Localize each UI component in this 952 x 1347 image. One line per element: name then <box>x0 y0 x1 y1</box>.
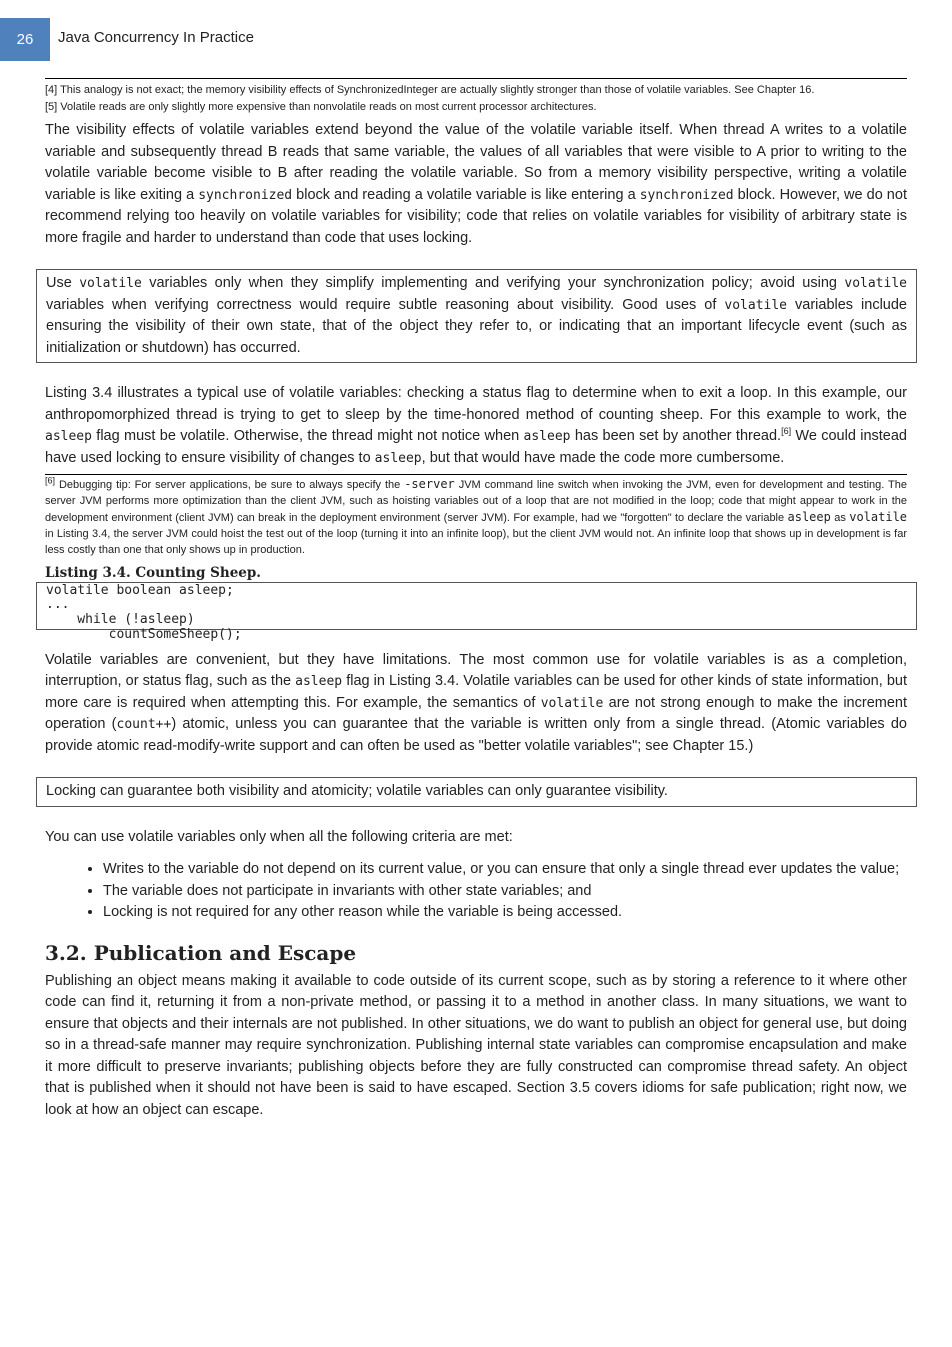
listing-title: Listing 3.4. Counting Sheep. <box>45 564 262 581</box>
criteria-intro: You can use volatile variables only when all the following criteria are met: <box>45 828 513 845</box>
list-item: • Writes to the variable do not depend on its current value, or you can ensure that only a single thread ever updates the value; <box>103 859 907 881</box>
callout-volatile-usage: Use volatile variables only when they simplify implementing and verifying your synchronization policy; avoid using volatile variables when verifying correctness would require subtle reasoning about visibility. Good uses of volatile variables include ensuring the visibility of their own state, that of the object they refer to, or indicating that an important lifecycle event (such as initialization or shutdown) has occurred. <box>36 269 917 363</box>
footnote-ref-6: [6] <box>781 426 792 437</box>
paragraph-limitations: Volatile variables are convenient, but they have limitations. The most common use for volatile variables is as a completion, interruption, or status flag, such as the asleep flag in Listing 3.4. Volatile variables can be used for other kinds of state information, but more care is required when attempting this. For example, the semantics of volatile are not strong enough to make the increment operation (count++) atomic, unless you can guarantee that the variable is written only from a single thread. (Atomic variables do provide atomic read-modify-write support and can often be used as "better volatile variables"; see Chapter 15.) <box>45 651 908 754</box>
section-heading: 3.2. Publication and Escape <box>45 940 357 965</box>
page-content <box>45 78 907 1121</box>
footnote-4: [4] This analogy is not exact; the memory visibility effects of SynchronizedInteger are actually slightly stronger than those of volatile variables. See Chapter 16. <box>45 84 815 96</box>
footnote-5: [5] Volatile reads are only slightly more expensive than nonvolatile reads on most current processor architectures. <box>45 101 597 113</box>
book-title: Java Concurrency In Practice <box>58 29 254 46</box>
callout-locking: Locking can guarantee both visibility and atomicity; volatile variables can only guarantee visibility. <box>36 777 917 807</box>
paragraph-listing-intro: Listing 3.4 illustrates a typical use of volatile variables: checking a status flag to determine when to exit a loop. In this example, our anthropomorphized thread is trying to get to sleep by the time-honored method of counting sheep. For this example to work, the asleep flag must be volatile. Otherwise, the thread might not notice when asleep has been set by another thread.[6] We could instead have used locking to ensure visibility of changes to asleep, but that would have made the code more cumbersome. <box>45 385 907 466</box>
paragraph-visibility-effects: The visibility effects of volatile variables extend beyond the value of the volatile variable itself. When thread A writes to a volatile variable and subsequently thread B reads that same variable, the values of all variables that were visible to A prior to writing to the volatile variable become visible to B after reading the volatile variable. So from a memory visibility perspective, writing a volatile variable is like exiting a synchronized block and reading a volatile variable is like entering a synchronized block. However, we do not recommend relying too heavily on volatile variables for visibility; code that relies on volatile variables for visibility of arbitrary state is more fragile and harder to understand than code that uses locking. <box>45 122 907 246</box>
list-item: • Locking is not required for any other reason while the variable is being accessed. <box>103 902 907 924</box>
list-item: • The variable does not participate in invariants with other state variables; and <box>103 881 907 903</box>
page-header <box>0 18 952 61</box>
code-listing: volatile boolean asleep; ... while (!asleep) countSomeSheep(); <box>36 582 917 630</box>
page-number: 26 <box>0 18 50 61</box>
footnotes-top <box>45 78 907 116</box>
paragraph-publication: Publishing an object means making it available to code outside of its current scope, such as by storing a reference to it where other code can find it, returning it from a non-private method, or passing it to a method in another class. In many situations, we want to ensure that objects and their internals are not published. In other situations, we do want to publish an object for general use, but doing so in a thread-safe manner may require synchronization. Publishing internal state variables can compromise encapsulation and make it more difficult to preserve invariants; publishing objects before they are fully constructed can compromise thread safety. An object that is published when it should not have been is said to have escaped. Section 3.5 covers idioms for safe publication; right now, we look at how an object can escape. <box>45 972 907 1118</box>
footnote-6: [6] Debugging tip: For server applications, be sure to always specify the -server JVM command line switch when invoking the JVM, even for development and testing. The server JVM performs more optimization than the client JVM, such as hoisting variables out of a loop that are not modified in the loop; code that might appear to work in the development environment (client JVM) can break in the deployment environment (server JVM). For example, had we "forgotten" to declare the variable asleep as volatile in Listing 3.4, the server JVM could hoist the test out of the loop (turning it into an infinite loop), but the client JVM would not. An infinite loop that shows up in development is far less costly than one that only shows up in production. <box>45 474 907 559</box>
criteria-list <box>45 859 907 924</box>
